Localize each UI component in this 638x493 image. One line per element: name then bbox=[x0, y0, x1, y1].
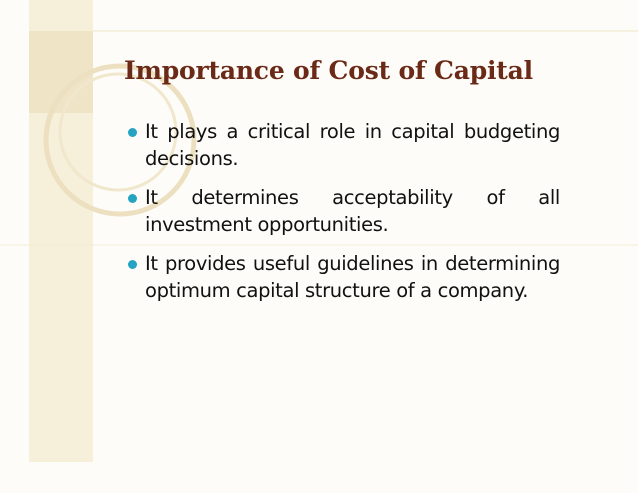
bullet-dot-icon bbox=[128, 194, 137, 203]
bullet-dot-icon bbox=[128, 260, 137, 269]
bullet-text: It determines acceptability of all investment opportunities. bbox=[145, 186, 560, 236]
bullet-text: It provides useful guidelines in determining optimum capital structure of a company. bbox=[145, 252, 560, 302]
slide-title: Importance of Cost of Capital bbox=[124, 56, 533, 85]
bullet-list bbox=[128, 118, 560, 316]
bullet-item bbox=[128, 250, 560, 304]
bullet-item bbox=[128, 118, 560, 172]
bullet-text: It plays a critical role in capital budgeting decisions. bbox=[145, 120, 560, 170]
bullet-dot-icon bbox=[128, 128, 137, 137]
bullet-item bbox=[128, 184, 560, 238]
